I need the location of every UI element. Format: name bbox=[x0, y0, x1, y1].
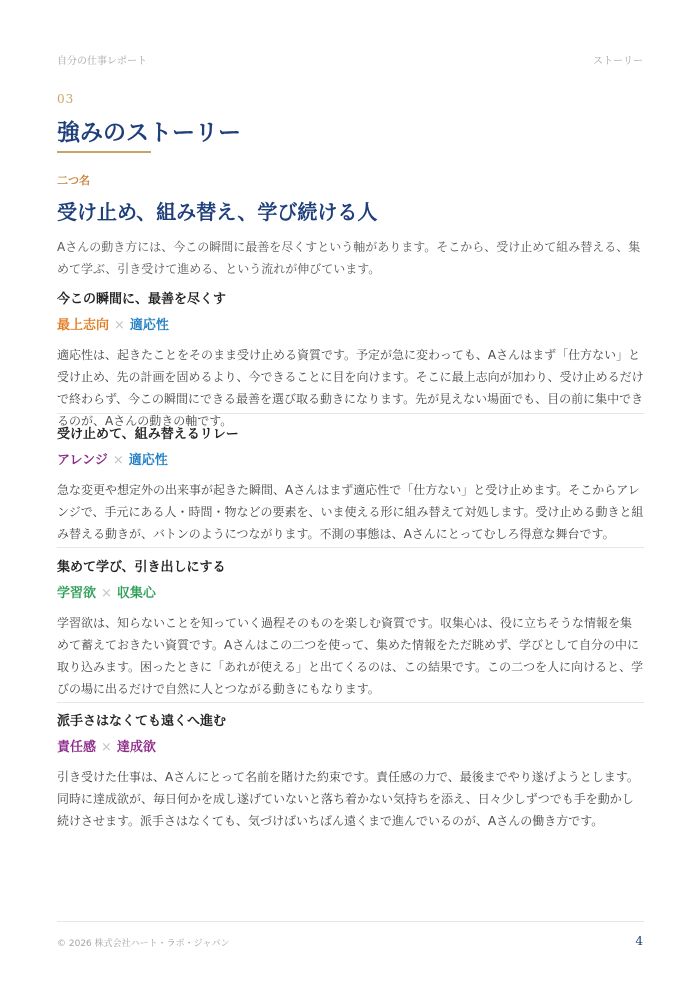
section-heading: 今この瞬間に、最善を尽くす bbox=[57, 292, 227, 307]
strength-pair bbox=[57, 584, 644, 604]
times-symbol: × bbox=[112, 453, 124, 468]
strength-pair bbox=[57, 738, 644, 758]
strength-left: 学習欲 bbox=[57, 586, 97, 601]
section-number: 03 bbox=[57, 92, 75, 106]
strength-section-1 bbox=[57, 290, 644, 432]
section-divider bbox=[57, 413, 644, 414]
headline: 受け止め、組み替え、学び続ける人 bbox=[57, 200, 378, 224]
title-underline bbox=[57, 151, 151, 153]
subtitle-label: 二つ名 bbox=[57, 174, 90, 187]
header-report-title: 自分の仕事レポート bbox=[57, 56, 147, 67]
strength-section-2 bbox=[57, 425, 644, 545]
strength-right: 収集心 bbox=[116, 586, 156, 601]
strength-pair bbox=[57, 316, 644, 336]
page-footer bbox=[57, 936, 643, 950]
strength-left: 責任感 bbox=[57, 740, 97, 755]
section-divider bbox=[57, 547, 644, 548]
section-heading: 集めて学び、引き出しにする bbox=[57, 560, 226, 575]
copyright: © 2026 株式会社ハート・ラボ・ジャパン bbox=[57, 939, 230, 949]
strength-left: アレンジ bbox=[57, 453, 108, 468]
header-section-name: ストーリー bbox=[593, 56, 643, 67]
section-heading: 派手さはなくても遠くへ進む bbox=[57, 714, 227, 729]
section-body: 急な変更や想定外の出来事が起きた瞬間、Aさんはまず適応性で「仕方ない」と受け止めます。そこからアレンジで、手元にある人・時間・物などの要素を、いま使える形に組み替えて対処します。受け止める動きと組み替える動きが、バトンのようにつながります。不測の事態は、Aさんにとってむしろ得意な舞台です。 bbox=[57, 483, 644, 541]
strength-section-4 bbox=[57, 712, 644, 832]
times-symbol: × bbox=[114, 318, 125, 333]
strength-right: 達成欲 bbox=[116, 740, 156, 755]
section-body: 学習欲は、知らないことを知っていく過程そのものを楽しむ資質です。収集心は、役に立ちそうな情報を集めて蓄えておきたい資質です。Aさんはこの二つを使って、集めた情報をただ眺めず、学びとして自分の中に取り込みます。困ったときに「あれが使える」と出てくるのは、この結果です。この二つを人に向けると、学びの場に出るだけで自然に人とつながる動きにもなります。 bbox=[57, 616, 644, 696]
intro-paragraph: Aさんの動き方には、今この瞬間に最善を尽くすという軸があります。そこから、受け止めて組み替える、集めて学ぶ、引き受けて進める、という流れが伸びています。 bbox=[57, 240, 641, 276]
section-heading: 受け止めて、組み替えるリレー bbox=[57, 427, 239, 442]
times-symbol: × bbox=[101, 740, 112, 755]
strength-left: 最上志向 bbox=[57, 318, 110, 333]
section-body: 適応性は、起きたことをそのまま受け止める資質です。予定が急に変わっても、Aさんはまず「仕方ない」と受け止め、先の計画を固めるより、今できることに目を向けます。そこに最上志向が加わり、受け止めるだけで終わらず、今この瞬間にできる最善を選び取る動きになります。先が見えない場面でも、目の前に集中できるのが、Aさんの動きの軸です。 bbox=[57, 348, 644, 428]
strength-pair bbox=[57, 451, 644, 471]
page-number: 4 bbox=[635, 934, 643, 948]
strength-right: 適応性 bbox=[128, 453, 168, 468]
section-body: 引き受けた仕事は、Aさんにとって名前を賭けた約束です。責任感の力で、最後までやり遂げようとします。同時に達成欲が、毎日何かを成し遂げていないと落ち着かない気持ちを添え、日々少しずつでも手を動かし続けさせます。派手さはなくても、気づけばいちばん遠くまで進んでいるのが、Aさんの働き方です。 bbox=[57, 770, 639, 828]
times-symbol: × bbox=[101, 586, 112, 601]
strength-right: 適応性 bbox=[129, 318, 169, 333]
section-divider bbox=[57, 702, 644, 703]
page-title: 強みのストーリー bbox=[57, 119, 241, 146]
strength-section-3 bbox=[57, 558, 644, 700]
page-header bbox=[57, 52, 643, 66]
footer-divider bbox=[57, 921, 644, 922]
